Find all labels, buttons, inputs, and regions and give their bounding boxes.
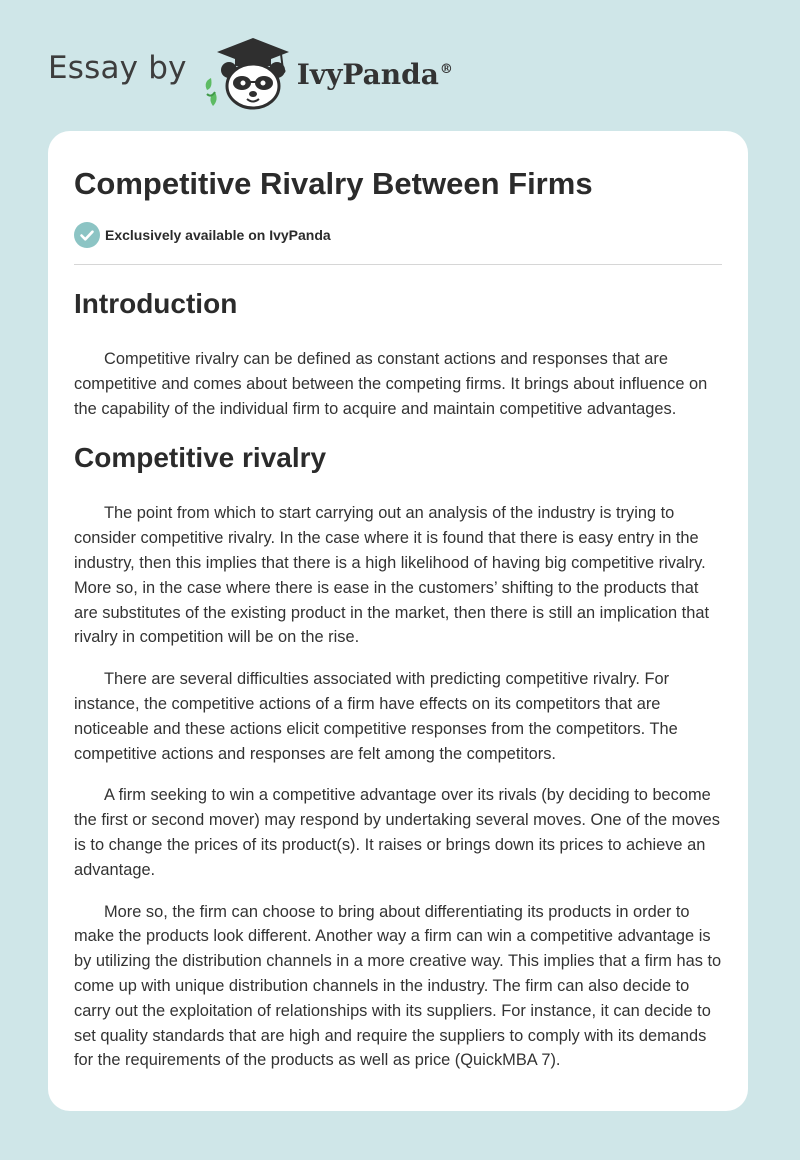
paragraph: The point from which to start carrying out an analysis of the industry is trying to consider competitive rivalry. In the case where it is found that there is easy entry in the industry, then this implies that there is a high likelihood of having big competitive rivalry. More so, in the case where there is ease in the customers’ shifting to the products that are substitutes of the existing product in the market, then there is still an implication that rivalry in competition will be on the rise. xyxy=(74,504,710,647)
section-heading: Competitive rivalry xyxy=(74,442,327,474)
paragraph: There are several difficulties associated with predicting competitive rivalry. For instance, the competitive actions of a firm have effects on its competitors that are noticeable and these actions elicit competitive responses from the competitors. The competitive actions and responses are felt among the competitors. xyxy=(74,670,678,763)
paragraph: A firm seeking to win a competitive advantage over its rivals (by deciding to become the first or second mover) may respond by undertaking several moves. One of the moves is to change the prices of its product(s). It raises or brings down its prices to achieve an advantage. xyxy=(74,786,720,879)
divider xyxy=(74,264,722,265)
check-circle-icon xyxy=(74,222,100,248)
brand-prefix: Essay by xyxy=(48,50,187,86)
paragraph: More so, the firm can choose to bring about differentiating its products in order to make the products look different. Another way a firm can win a competitive advantage is by utilizing the distribution channels in a more creative way. This implies that a firm has to come up with unique distribution channels in the industry. The firm can also decide to carry out the exploitation of relationships with its suppliers. For instance, it can decide to set quality standards that are high and require the suppliers to comply with its demands for the requirements of the products as well as price (QuickMBA 7). xyxy=(74,902,722,1070)
essay-card xyxy=(48,131,748,1111)
brand-header xyxy=(48,34,453,110)
panda-graduation-cap-icon[interactable] xyxy=(201,34,293,110)
section-heading: Introduction xyxy=(74,288,238,319)
brand-name[interactable]: IvyPanda® xyxy=(296,57,453,91)
page-title: Competitive Rivalry Between Firms xyxy=(74,166,593,201)
badge-text: Exclusively available on IvyPanda xyxy=(105,227,331,243)
paragraph: Competitive rivalry can be defined as constant actions and responses that are competitive and comes about between the competing firms. It brings about influence on the capability of the individual firm to acquire and maintain competitive advantages. xyxy=(74,350,708,418)
exclusive-badge xyxy=(74,222,722,248)
